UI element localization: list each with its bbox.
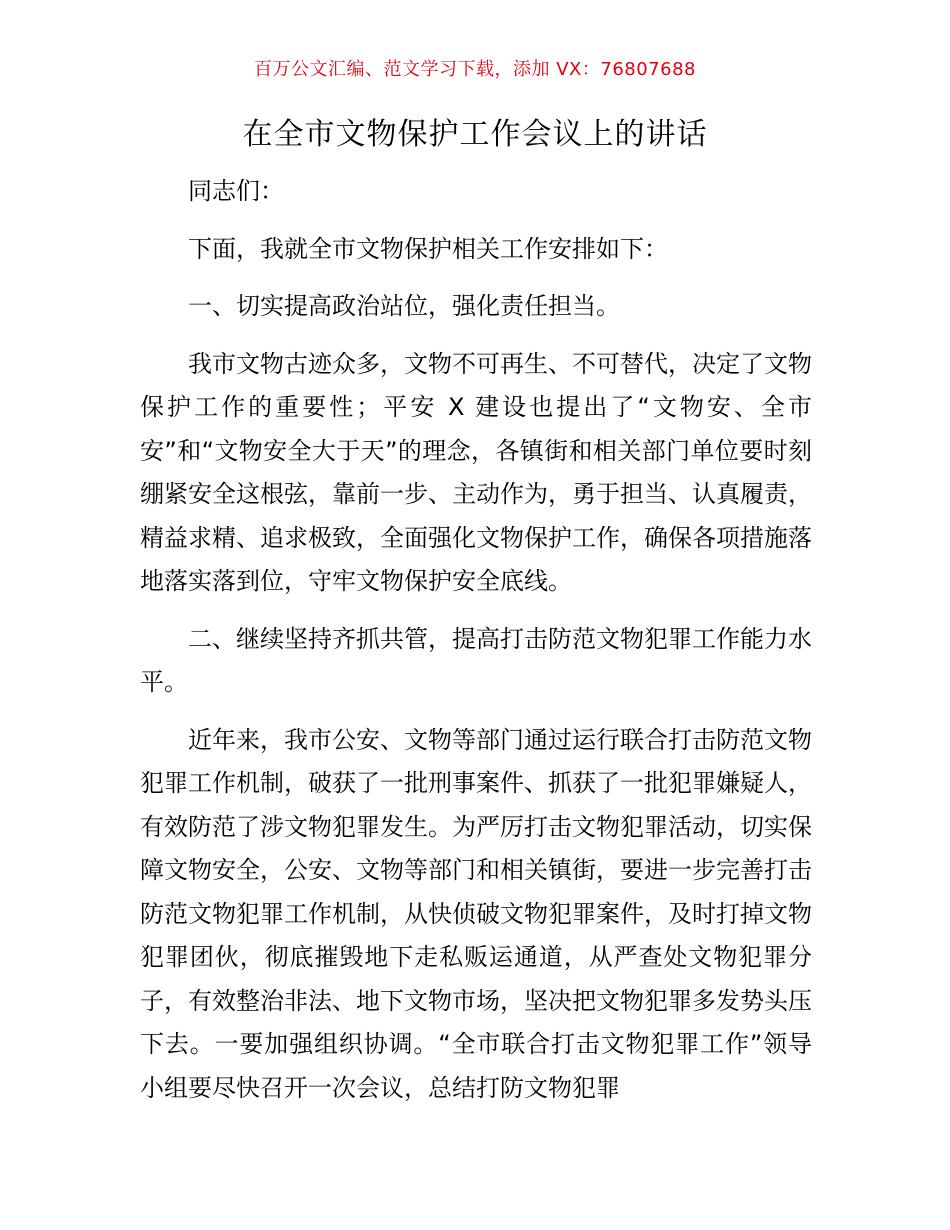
intro-paragraph: 下面，我就全市文物保护相关工作安排如下：	[188, 234, 668, 263]
header-watermark: 百万公文汇编、范文学习下载，添加 VX：76807688	[254, 59, 696, 80]
section-heading-2: 二、继续坚持齐抓共管，提高打击防范文物犯罪工作能力水平。	[140, 624, 812, 696]
salutation-paragraph: 同志们：	[188, 177, 284, 205]
document-title: 在全市文物保护工作会议上的讲话	[242, 117, 708, 152]
document-body	[140, 170, 812, 1110]
body-paragraph-1: 我市文物古迹众多，文物不可再生、不可替代，决定了文物保护工作的重要性；平安 X 建设也提出了“文物安、全市安”和“文物安全大于天”的理念，各镇街和相关部门单位要时刻绷紧安全这根弦，靠前一步、主动作为，勇于担当、认真履责，精益求精、追求极致，全面强化文物保护工作，确保各项措施落地落实落到位，守牢文物保护安全底线。	[140, 349, 812, 595]
section-heading-1: 一、切实提高政治站位，强化责任担当。	[188, 292, 620, 320]
body-paragraph-2: 近年来，我市公安、文物等部门通过运行联合打击防范文物犯罪工作机制，破获了一批刑事案件、抓获了一批犯罪嫌疑人，有效防范了涉文物犯罪发生。为严厉打击文物犯罪活动，切实保障文物安全，公安、文物等部门和相关镇街，要进一步完善打击防范文物犯罪工作机制，从快侦破文物犯罪案件，及时打掉文物犯罪团伙，彻底摧毁地下走私贩运通道，从严查处文物犯罪分子，有效整治非法、地下文物市场，坚决把文物犯罪多发势头压下去。一要加强组织协调。“全市联合打击文物犯罪工作”领导小组要尽快召开一次会议，总结打防文物犯罪	[140, 725, 812, 1102]
